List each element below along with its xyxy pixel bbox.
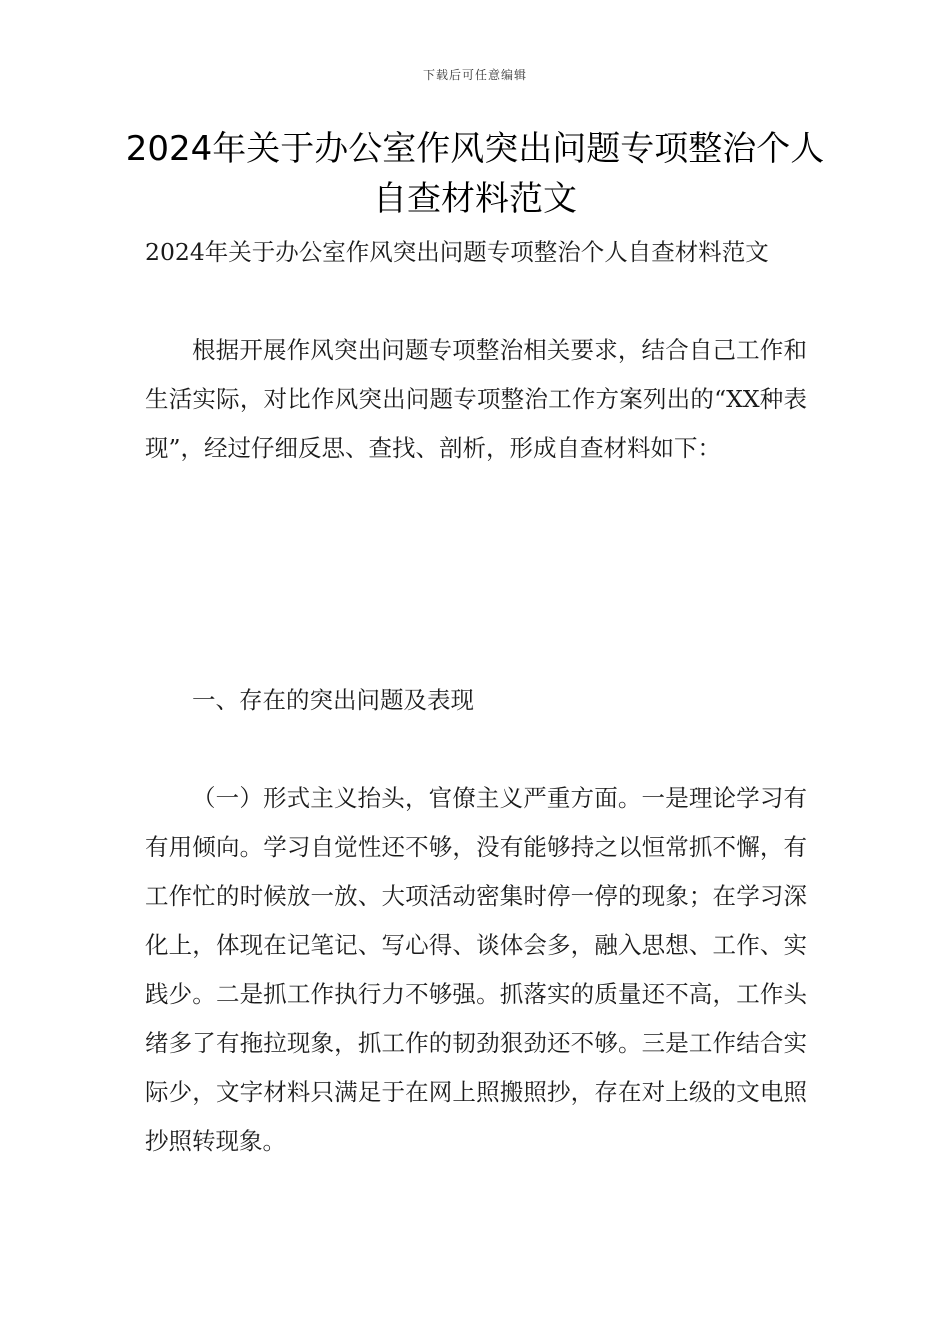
body-paragraph: （一）形式主义抬头，官僚主义严重方面。一是理论学习有有用倾向。学习自觉性还不够，没有能够持之以恒常抓不懈，有工作忙的时候放一放、大项活动密集时停一停的现象；在学习深化上，体现在记笔记、写心得、谈体会多，融入思想、工作、实践少。二是抓工作执行力不够强。抓落实的质量还不高，工作头绪多了有拖拉现象，抓工作的韧劲狠劲还不够。三是工作结合实际少，文字材料只满足于在网上照搬照抄，存在对上级的文电照抄照转现象。 <box>145 784 807 1155</box>
section-heading: 一、存在的突出问题及表现 <box>192 686 474 714</box>
document-title: 2024年关于办公室作风突出问题专项整治个人自查材料范文 <box>125 129 825 219</box>
document-subtitle: 2024年关于办公室作风突出问题专项整治个人自查材料范文 <box>145 238 769 266</box>
header-note: 下载后可任意编辑 <box>422 68 527 82</box>
intro-paragraph: 根据开展作风突出问题专项整治相关要求，结合自己工作和生活实际，对比作风突出问题专项整治工作方案列出的“XX种表现”，经过仔细反思、查找、剖析，形成自查材料如下： <box>145 336 807 462</box>
